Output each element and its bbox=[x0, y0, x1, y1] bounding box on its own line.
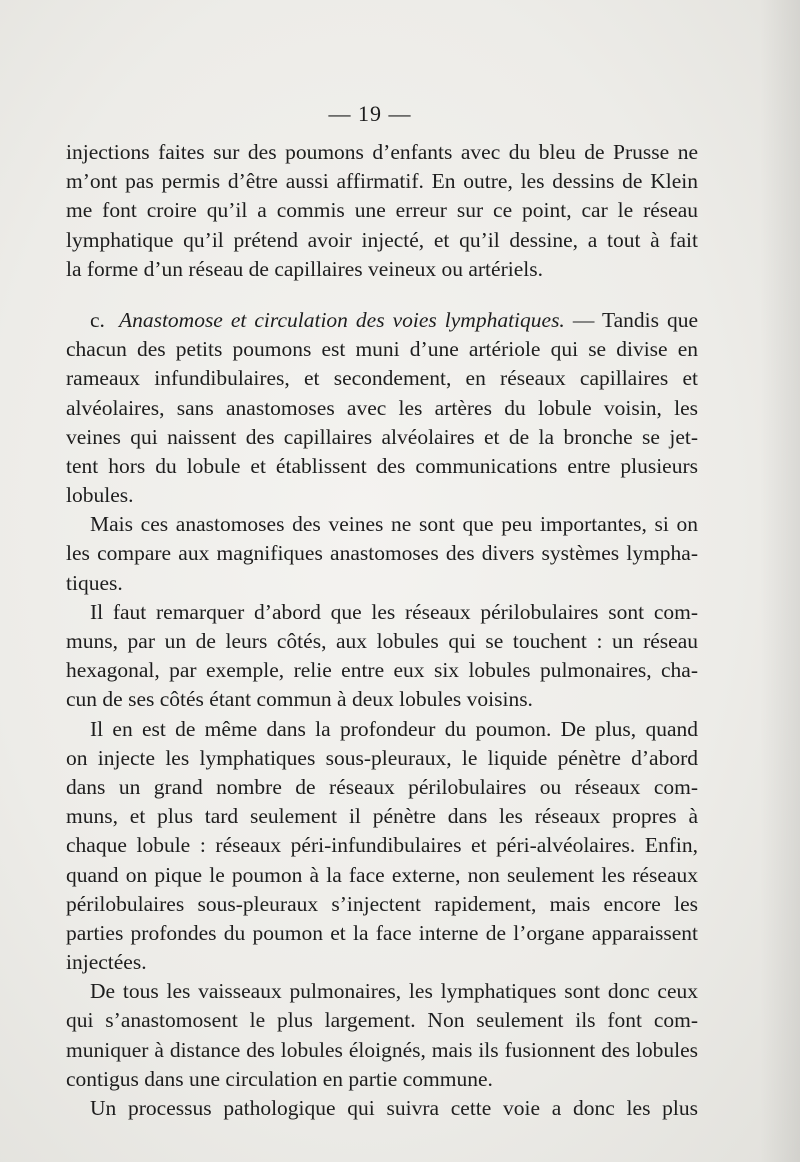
text-line: hexagonal, par exemple, relie entre eux six lobules pulmonaires, cha- bbox=[66, 658, 698, 683]
text-line: tiques. bbox=[66, 570, 123, 595]
text-line: muns, par un de leurs côtés, aux lobules qui se touchent : un réseau bbox=[66, 629, 698, 653]
paragraph bbox=[66, 138, 698, 284]
paragraph bbox=[66, 1094, 698, 1123]
section-letter: c. bbox=[90, 307, 105, 332]
text-line: lobules. bbox=[66, 483, 134, 508]
text-line: chaque lobule : réseaux péri-infundibulaires et péri-alvéolaires. Enfin, bbox=[66, 833, 698, 858]
section-title: Anastomose et circulation des voies lymphatiques. bbox=[118, 307, 565, 332]
section-gap bbox=[66, 284, 698, 306]
text-line: De tous les vaisseaux pulmonaires, les lymphatiques sont donc ceux bbox=[90, 979, 698, 1004]
text-line: injectées. bbox=[66, 950, 147, 975]
paragraph bbox=[66, 510, 698, 598]
text-line: alvéolaires, sans anastomoses avec les artères du lobule voisin, les bbox=[66, 395, 698, 420]
body-text bbox=[66, 138, 698, 1123]
text-line: dans un grand nombre de réseaux périlobulaires ou réseaux com- bbox=[66, 774, 698, 799]
page-edge-shadow bbox=[760, 0, 800, 1162]
paragraph bbox=[66, 306, 698, 510]
text-line: chacun des petits poumons est muni d’une artériole qui se divise en bbox=[66, 337, 698, 362]
paragraph bbox=[66, 977, 698, 1094]
text-line: Il en est de même dans la profondeur du poumon. De plus, quand bbox=[90, 716, 698, 741]
page-number: — 19 — bbox=[328, 101, 412, 126]
paragraph bbox=[66, 598, 698, 715]
section-heading-line bbox=[66, 306, 698, 335]
text-line: injections faites sur des poumons d’enfants avec du bleu de Prusse ne bbox=[66, 140, 698, 164]
text-line: les compare aux magnifiques anastomoses des divers systèmes lympha- bbox=[66, 541, 698, 566]
text-line: me font croire qu’il a commis une erreur sur ce point, car le réseau bbox=[66, 198, 698, 223]
text-line: périlobulaires sous-pleuraux s’injectent rapidement, mais encore les bbox=[66, 891, 698, 916]
text-line: la forme d’un réseau de capillaires veineux ou artériels. bbox=[66, 256, 543, 281]
section-heading-rest: — Tandis que bbox=[572, 307, 699, 332]
text-line: muniquer à distance des lobules éloignés, mais ils fusionnent des lobules bbox=[66, 1037, 698, 1062]
text-line: cun de ses côtés étant commun à deux lobules voisins. bbox=[66, 687, 533, 712]
text-line: m’ont pas permis d’être aussi affirmatif. En outre, les dessins de Klein bbox=[66, 169, 698, 194]
text-line: Mais ces anastomoses des veines ne sont que peu importantes, si on bbox=[90, 512, 698, 537]
text-line: contigus dans une circulation en partie commune. bbox=[66, 1066, 493, 1091]
text-line: on injecte les lymphatiques sous-pleuraux, le liquide pénètre d’abord bbox=[66, 745, 698, 770]
text-line: rameaux infundibulaires, et secondement, en réseaux capillaires et bbox=[66, 366, 698, 391]
text-line: quand on pique le poumon à la face externe, non seulement les réseaux bbox=[66, 862, 698, 887]
text-line: qui s’anastomosent le plus largement. Non seulement ils font com- bbox=[66, 1008, 698, 1033]
text-line: lymphatique qu’il prétend avoir injecté, et qu’il dessine, a tout à fait bbox=[66, 227, 698, 252]
text-line: veines qui naissent des capillaires alvéolaires et de la bronche se jet- bbox=[66, 424, 698, 449]
text-line: muns, et plus tard seulement il pénètre dans les réseaux propres à bbox=[66, 804, 698, 829]
text-line: tent hors du lobule et établissent des communications entre plusieurs bbox=[66, 453, 698, 478]
paragraph bbox=[66, 715, 698, 978]
text-line: Il faut remarquer d’abord que les réseaux périlobulaires sont com- bbox=[90, 599, 698, 624]
text-line: Un processus pathologique qui suivra cette voie a donc les plus bbox=[90, 1096, 698, 1120]
text-line: parties profondes du poumon et la face interne de l’organe apparaissent bbox=[66, 920, 698, 945]
